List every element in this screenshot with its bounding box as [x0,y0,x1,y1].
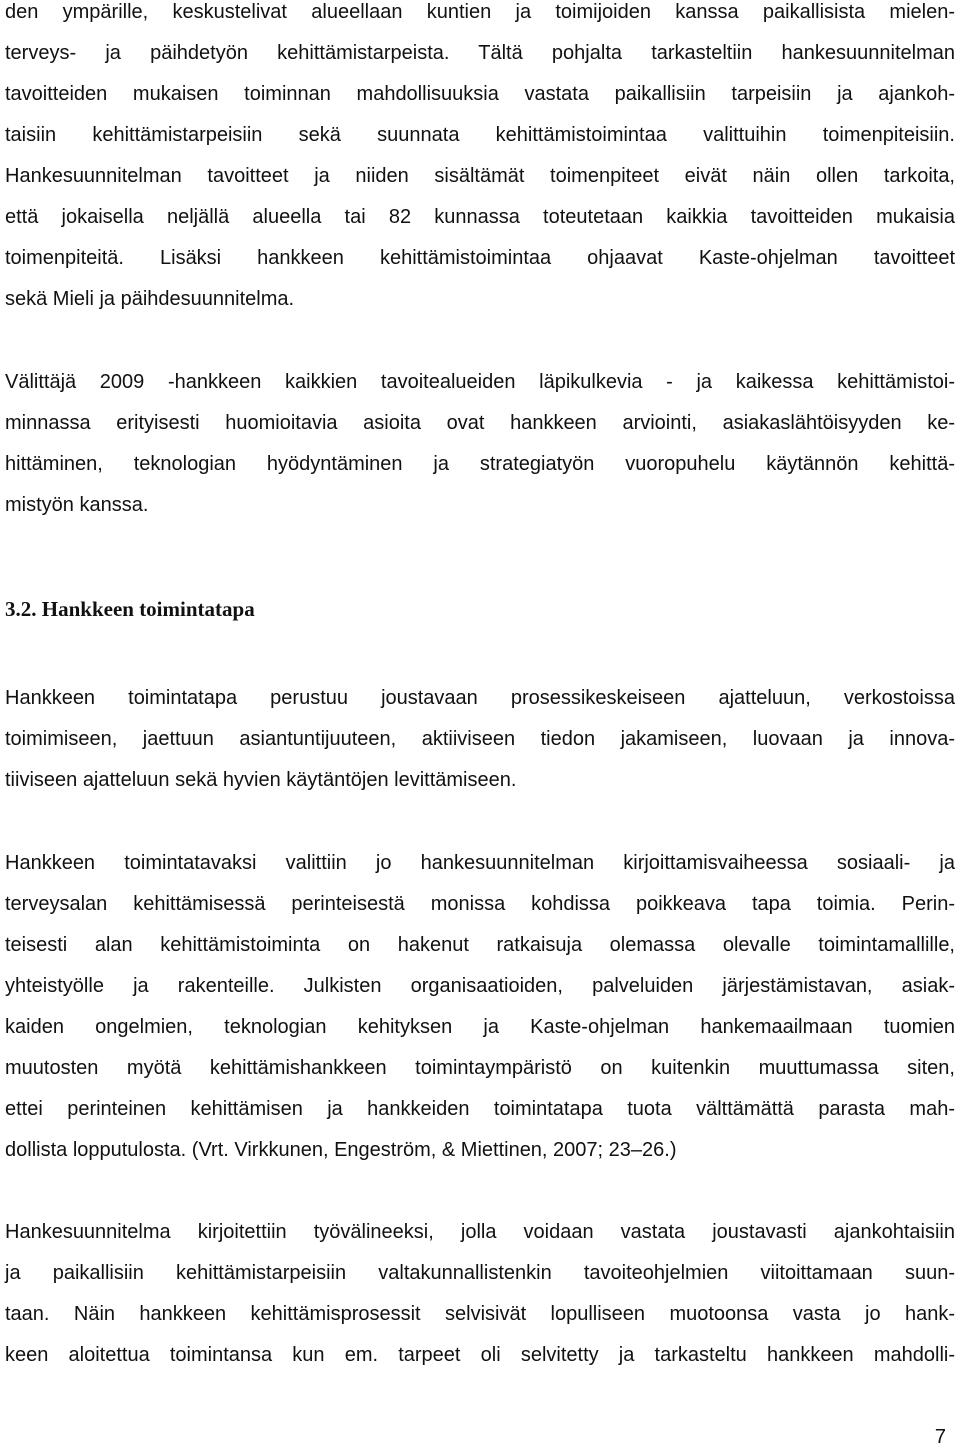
text-line: den ympärille, keskustelivat alueellaan kuntien ja toimijoiden kanssa paikallisista mielen- [5,1,955,23]
text-line: yhteistyölle ja rakenteille. Julkisten organisaatioiden, palveluiden järjestämistavan, asiak- [5,975,955,997]
text-line: tiiviseen ajatteluun sekä hyvien käytäntöjen levittämiseen. [5,769,517,791]
text-line: hittäminen, teknologian hyödyntäminen ja strategiatyön vuoropuhelu käytännön kehittä- [5,453,955,475]
text-line: keen aloitettua toimintansa kun em. tarpeet oli selvitetty ja tarkasteltu hankkeen mahdolli- [5,1344,955,1366]
text-line: muutosten myötä kehittämishankkeen toimintaympäristö on kuitenkin muuttumassa siten, [5,1057,955,1079]
text-line: terveysalan kehittämisessä perinteisestä monissa kohdissa poikkeava tapa toimia. Perin- [5,893,955,915]
text-line: taisiin kehittämistarpeisiin sekä suunnata kehittämistoimintaa valittuihin toimenpiteisiin. [5,124,955,146]
text-line: Hankesuunnitelman tavoitteet ja niiden sisältämät toimenpiteet eivät näin ollen tarkoita, [5,165,955,187]
text-line: toimenpiteitä. Lisäksi hankkeen kehittämistoimintaa ohjaavat Kaste-ohjelman tavoitteet [5,247,955,269]
text-line: että jokaisella neljällä alueella tai 82 kunnassa toteutetaan kaikkia tavoitteiden mukaisia [5,206,955,228]
page-number: 7 [934,1426,946,1448]
text-line: terveys- ja päihdetyön kehittämistarpeista. Tältä pohjalta tarkasteltiin hankesuunnitelman [5,42,955,64]
text-line: Hankesuunnitelma kirjoitettiin työvälineeksi, jolla voidaan vastata joustavasti ajankohtaisiin [5,1221,955,1243]
text-line: Hankkeen toimintatapa perustuu joustavaan prosessikeskeiseen ajatteluun, verkostoissa [5,687,955,709]
text-line: sekä Mieli ja päihdesuunnitelma. [5,288,295,310]
text-line: Hankkeen toimintatavaksi valittiin jo hankesuunnitelman kirjoittamisvaiheessa sosiaali- ja [5,852,955,874]
text-line: taan. Näin hankkeen kehittämisprosessit selvisivät lopulliseen muotoonsa vasta jo hank- [5,1303,955,1325]
section-heading: 3.2. Hankkeen toimintatapa [5,597,255,621]
text-line: toimimiseen, jaettuun asiantuntijuuteen, aktiiviseen tiedon jakamiseen, luovaan ja innova- [5,728,955,750]
text-line: teisesti alan kehittämistoiminta on hakenut ratkaisuja olemassa olevalle toimintamallille, [5,934,955,956]
text-line: minnassa erityisesti huomioitavia asioita ovat hankkeen arviointi, asiakaslähtöisyyden ke- [5,412,955,434]
text-line: mistyön kanssa. [5,494,149,516]
text-line: kaiden ongelmien, teknologian kehityksen ja Kaste-ohjelman hankemaailmaan tuomien [5,1016,955,1038]
text-line: tavoitteiden mukaisen toiminnan mahdollisuuksia vastata paikallisiin tarpeisiin ja ajankoh- [5,83,955,105]
text-line: ja paikallisiin kehittämistarpeisiin valtakunnallistenkin tavoiteohjelmien viitoittamaan suun- [5,1262,955,1284]
text-line: Välittäjä 2009 -hankkeen kaikkien tavoitealueiden läpikulkevia - ja kaikessa kehittämistoi- [5,371,955,393]
text-line: ettei perinteinen kehittämisen ja hankkeiden toimintatapa tuota välttämättä parasta mah- [5,1098,955,1120]
text-line: dollista lopputulosta. (Vrt. Virkkunen, Engeström, & Miettinen, 2007; 23–26.) [5,1139,677,1161]
